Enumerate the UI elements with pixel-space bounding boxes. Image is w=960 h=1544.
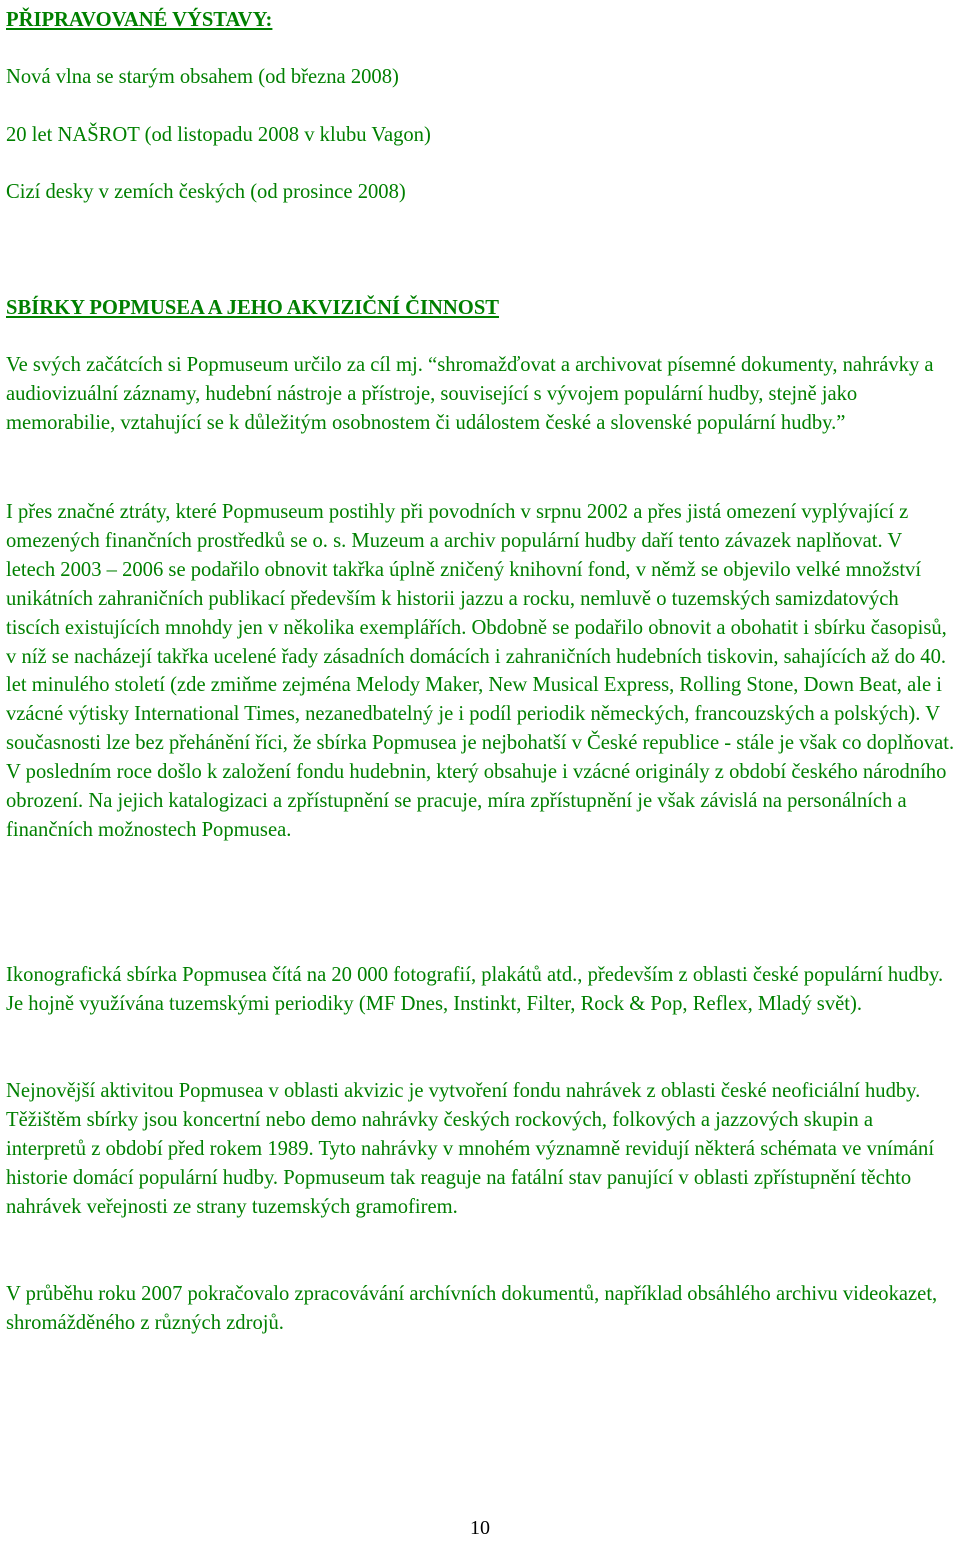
exhibition-item: Nová vlna se starým obsahem (od března 2008) xyxy=(6,66,399,88)
exhibitions-heading: PŘIPRAVOVANÉ VÝSTAVY: xyxy=(6,9,273,31)
collections-paragraph-recordings: Nejnovější aktivitou Popmusea v oblasti akvizic je vytvoření fondu nahrávek z oblasti české neoficiální hudby. Těžištěm sbírky jsou koncertní nebo demo nahrávky českých rockových, folkových a jazzových skupin a interpretů z období před rokem 1989. Tyto nahrávky v mnohém významně revidují některá schémata ve vnímání historie domácí populární hudby. Popmuseum tak reaguje na fatální stav panující v oblasti zpřístupnění těchto nahrávek veřejnosti ze strany tuzemských gramofirem. xyxy=(6,1080,935,1218)
exhibition-item: Cizí desky v zemích českých (od prosince 2008) xyxy=(6,181,406,203)
page-number: 10 xyxy=(470,1517,490,1539)
collections-paragraph-iconography: Ikonografická sbírka Popmusea čítá na 20 000 fotografií, plakátů atd., především z oblasti české populární hudby. Je hojně využívána tuzemskými periodiky (MF Dnes, Instinkt, Filter, Rock & Pop, Reflex, Mladý svět). xyxy=(6,964,944,1015)
collections-heading: SBÍRKY POPMUSEA A JEHO AKVIZIČNÍ ČINNOST xyxy=(6,297,500,319)
exhibition-item: 20 let NAŠROT (od listopadu 2008 v klubu Vagon) xyxy=(6,124,431,146)
collections-paragraph-library: I přes značné ztráty, které Popmuseum postihly při povodních v srpnu 2002 a přes jistá omezení vyplývající z omezených finančních prostředků se o. s. Muzeum a archiv populární hudby daří tento závazek naplňovat. V letech 2003 – 2006 se podařilo obnovit takřka úplně zničený knihovní fond, v němž se objevilo velké množství unikátních zahraničních publikací především k historii jazzu a rocku, nemluvě o tuzemských samizdatových tiscích existujících mnohdy jen v několika exemplářích. Obdobně se podařilo obnovit a obohatit i sbírku časopisů, v níž se nacházejí takřka ucelené řady zásadních domácích i zahraničních hudebních tiskovin, sahajících až do 40. let minulého století (zde zmiňme zejména Melody Maker, New Musical Express, Rolling Stone, Down Beat, ale i vzácné výtisky International Times, nezanedbatelný je i podíl periodik německých, francouzských a polských). V současnosti lze bez přehánění říci, že sbírka Popmusea je nejbohatší v České republice - stále je však co doplňovat. V posledním roce došlo k založení fondu hudebnin, který obsahuje i vzácné originály z období českého národního obrození. Na jejich katalogizaci a zpřístupnění se pracuje, míra zpřístupnění je však závislá na personálních a finančních možnostech Popmusea. xyxy=(6,501,955,841)
collections-paragraph-intro: Ve svých začátcích si Popmuseum určilo za cíl mj. “shromažďovat a archivovat písemné dokumenty, nahrávky a audiovizuální záznamy, hudební nástroje a přístroje, související s vývojem populární hudby, stejně jako memorabilie, vztahující se k důležitým osobnostem či událostem české a slovenské populární hudby.” xyxy=(6,354,934,434)
collections-paragraph-archive: V průběhu roku 2007 pokračovalo zpracovávání archívních dokumentů, například obsáhlého archivu videokazet, shromážděného z různých zdrojů. xyxy=(6,1283,938,1334)
